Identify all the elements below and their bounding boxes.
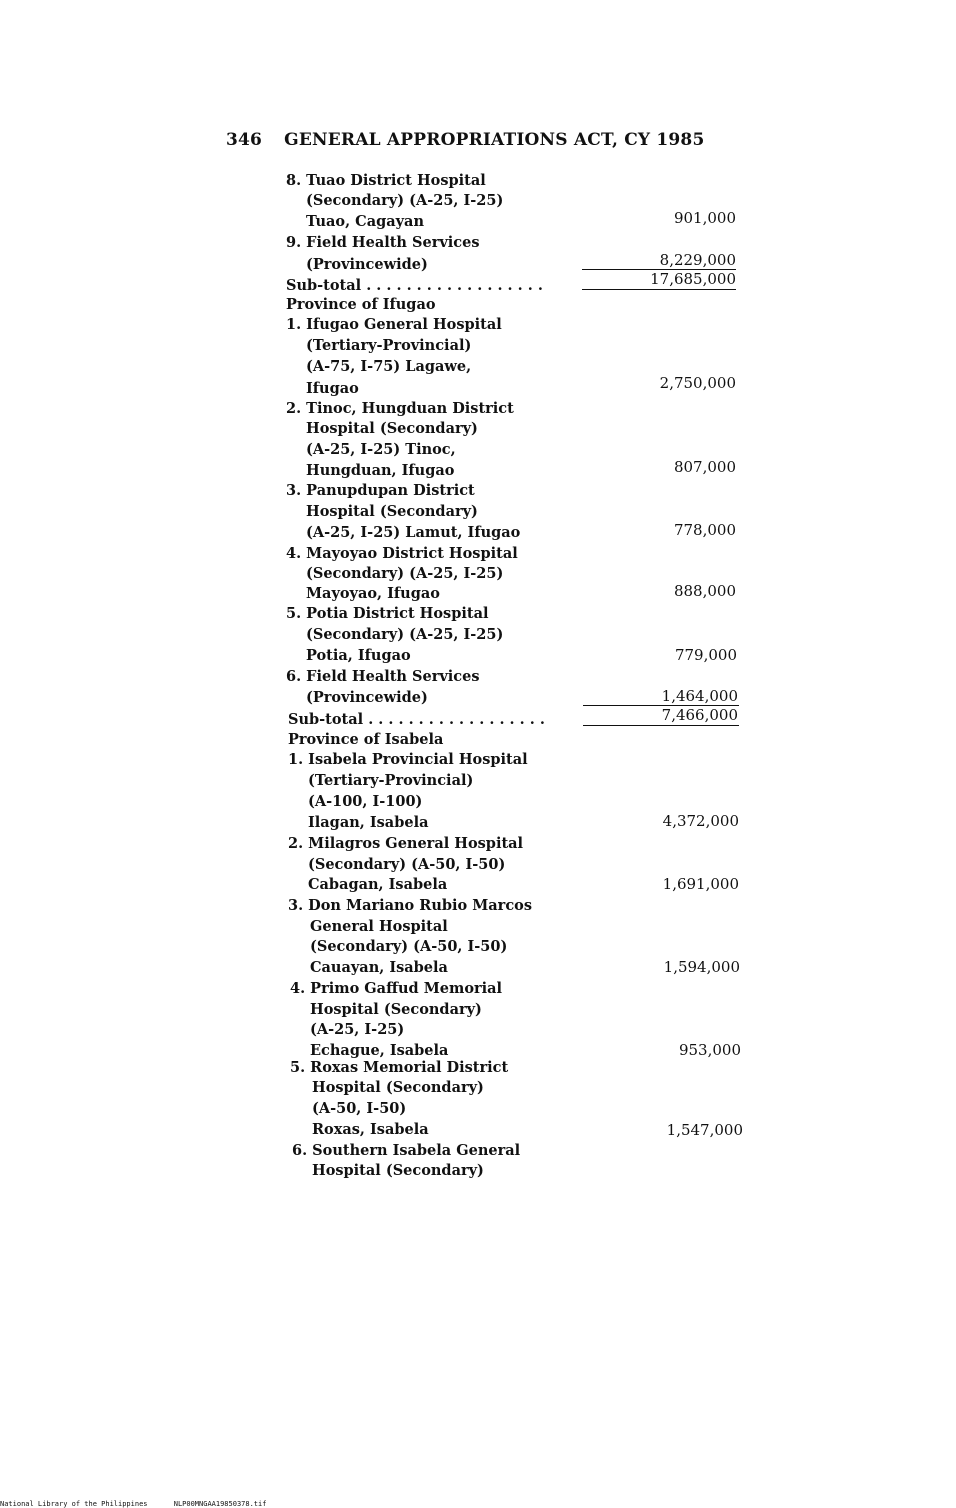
item-line: Echague, Isabela (310, 1042, 449, 1059)
item-line: 6. Southern Isabela General (292, 1142, 521, 1159)
item-line: (Secondary) (A-50, I-50) (308, 856, 506, 873)
amount-value: 953,000 (678, 1041, 741, 1059)
item-line: Potia, Ifugao (306, 647, 411, 664)
item-line: Hungduan, Ifugao (306, 462, 455, 479)
item-line: 1. Ifugao General Hospital (286, 316, 502, 333)
subtotal-amount: 7,466,000 (661, 706, 738, 724)
amount-value: 888,000 (673, 582, 736, 600)
item-line: Mayoyao, Ifugao (306, 585, 440, 602)
amount-value: 779,000 (674, 646, 737, 664)
item-line: 9. Field Health Services (286, 234, 480, 251)
item-line: 3. Panupdupan District (286, 482, 475, 499)
item-line: 5. Roxas Memorial District (290, 1059, 509, 1076)
item-line: 8. Tuao District Hospital (286, 172, 486, 189)
amount-value: 1,464,000 (661, 687, 738, 705)
item-line: (A-75, I-75) Lagawe, (306, 358, 472, 375)
subtotal-rule (583, 725, 739, 726)
item-line: (Secondary) (A-25, I-25) (306, 565, 504, 582)
file-name: NLP00MNGAA19850378.tif (173, 1500, 267, 1508)
item-line: Tuao, Cagayan (306, 213, 424, 230)
item-line: (A-25, I-25) Tinoc, (306, 441, 456, 458)
item-line: 2. Tinoc, Hungduan District (286, 400, 514, 417)
subtotal-rule (582, 289, 736, 290)
item-line: 6. Field Health Services (286, 668, 480, 685)
item-line: Hospital (Secondary) (312, 1162, 484, 1179)
item-line: (A-100, I-100) (308, 793, 423, 810)
item-line: (A-25, I-25) (310, 1021, 405, 1038)
province-heading: Province of Isabela (288, 731, 444, 748)
item-line: 5. Potia District Hospital (286, 605, 489, 622)
subtotal-label: Sub-total . . . . . . . . . . . . . . . . . . (286, 277, 543, 294)
amount-value: 8,229,000 (659, 251, 736, 269)
item-line: Hospital (Secondary) (306, 420, 478, 437)
item-line: (Secondary) (A-50, I-50) (310, 938, 508, 955)
item-line: 4. Mayoyao District Hospital (286, 545, 518, 562)
item-line: (A-25, I-25) Lamut, Ifugao (306, 524, 521, 541)
item-line: Hospital (Secondary) (310, 1001, 482, 1018)
amount-value: 807,000 (673, 458, 736, 476)
page-title: GENERAL APPROPRIATIONS ACT, CY 1985 (284, 130, 705, 150)
item-line: (Secondary) (A-25, I-25) (306, 626, 504, 643)
page-header (226, 130, 705, 150)
amount-value: 1,691,000 (662, 875, 739, 893)
item-line: Cabagan, Isabela (308, 876, 448, 893)
item-line: Ilagan, Isabela (308, 814, 429, 831)
item-line: (Provincewide) (306, 689, 428, 706)
amount-value: 1,594,000 (663, 958, 740, 976)
item-line: 1. Isabela Provincial Hospital (288, 751, 528, 768)
item-line: Ifugao (306, 380, 359, 397)
page-number: 346 (226, 130, 263, 150)
amount-value: 2,750,000 (659, 374, 736, 392)
item-line: Hospital (Secondary) (312, 1079, 484, 1096)
item-line: 3. Don Mariano Rubio Marcos (288, 897, 532, 914)
scan-footer (0, 1500, 288, 1508)
item-line: General Hospital (310, 918, 448, 935)
item-line: (Secondary) (A-25, I-25) (306, 192, 504, 209)
item-line: (Provincewide) (306, 256, 428, 273)
amount-value: 901,000 (673, 209, 736, 227)
item-line: (A-50, I-50) (312, 1100, 407, 1117)
item-line: Hospital (Secondary) (306, 503, 478, 520)
province-heading: Province of Ifugao (286, 296, 436, 313)
subtotal-label: Sub-total . . . . . . . . . . . . . . . . . . (288, 711, 545, 728)
item-line: (Tertiary-Provincial) (306, 337, 472, 354)
item-line: 4. Primo Gaffud Memorial (290, 980, 503, 997)
amount-value: 1,547,000 (666, 1121, 743, 1139)
item-line: 2. Milagros General Hospital (288, 835, 524, 852)
amount-value: 4,372,000 (662, 812, 739, 830)
amount-value: 778,000 (673, 521, 736, 539)
item-line: Roxas, Isabela (312, 1121, 429, 1138)
item-line: Cauayan, Isabela (310, 959, 448, 976)
subtotal-amount: 17,685,000 (650, 270, 736, 288)
item-line: (Tertiary-Provincial) (308, 772, 474, 789)
library-credit: National Library of the Philippines (0, 1500, 148, 1508)
